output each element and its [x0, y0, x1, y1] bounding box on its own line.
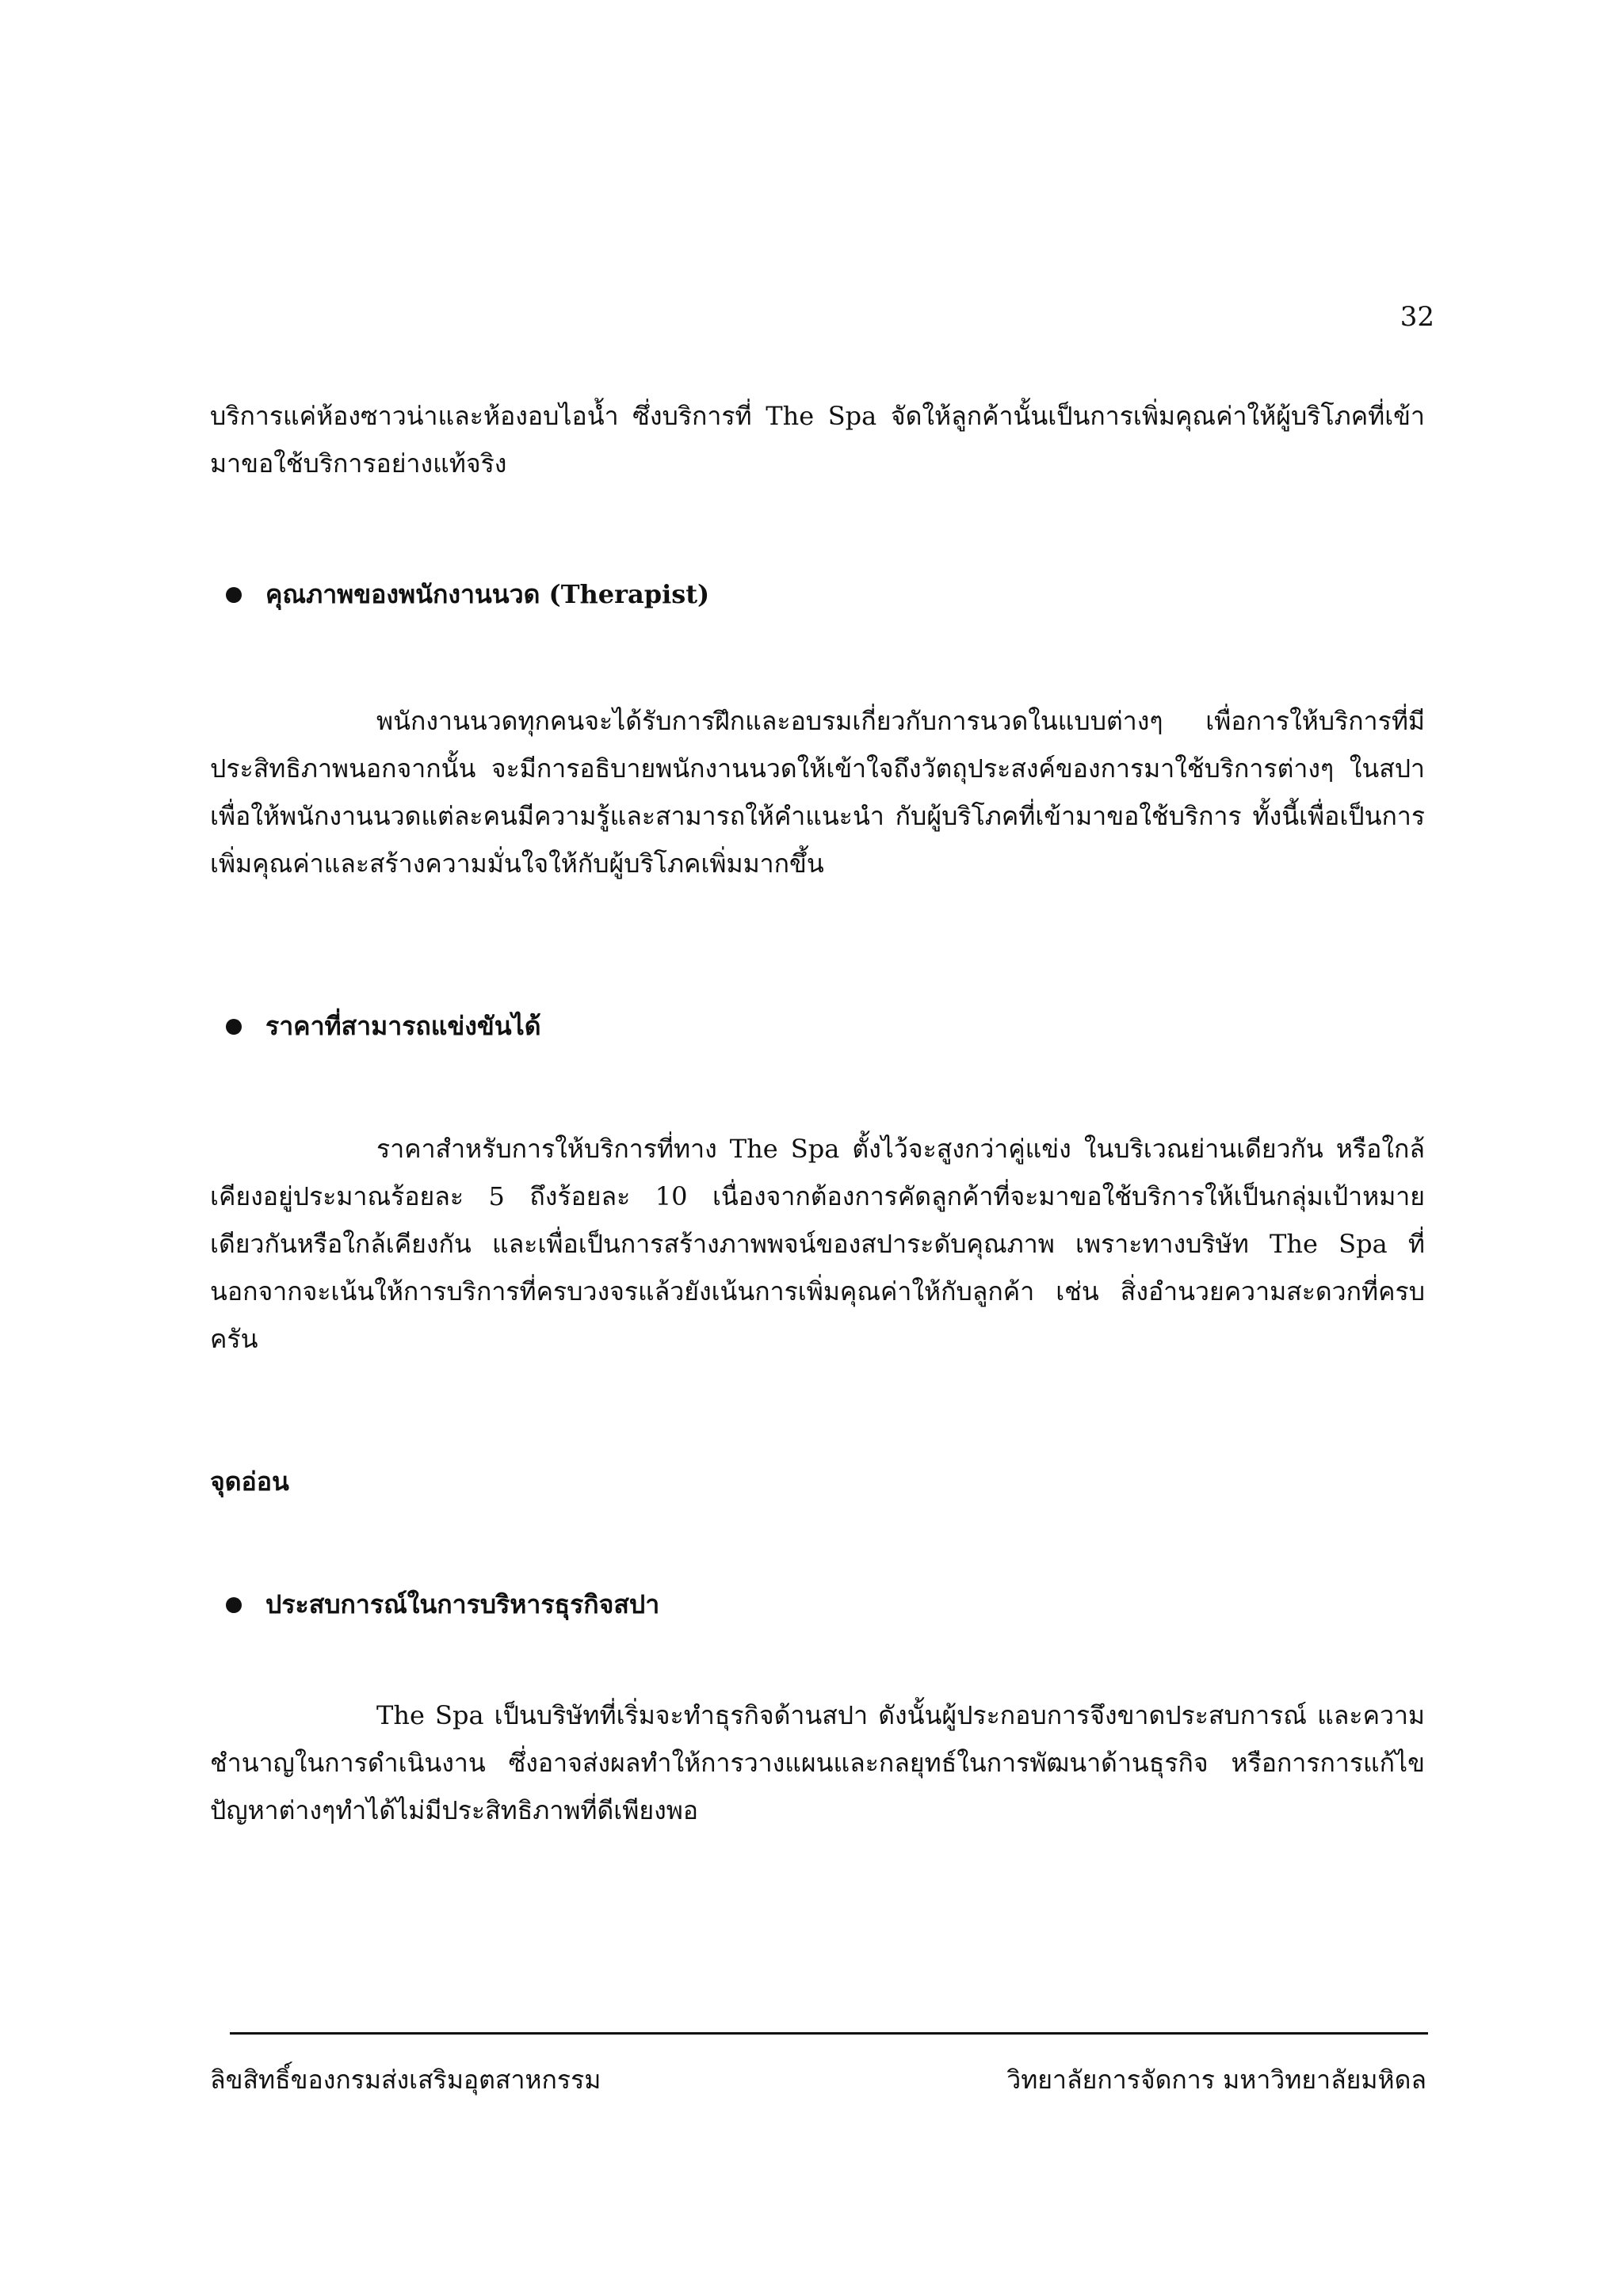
price-paragraph: ราคาสำหรับการให้บริการที่ทาง The Spa ตั้งไว้จะสูงกว่าคู่แข่ง ในบริเวณย่านเดียวกัน หรือใกล้เคียงอยู่ประมาณร้อยละ 5 ถึงร้อยละ 10 เนื่องจากต้องการคัดลูกค้าที่จะมาขอใช้บริการให้เป็นกลุ่มเป้าหมายเดียวกันหรือใกล้เคียงกัน และเพื่อเป็นการสร้างภาพพจน์ของสปาระดับคุณภาพ เพราะทางบริษัท The Spa ที่นอกจากจะเน้นให้การบริการที่ครบวงจรแล้วยังเน้นการเพิ่มคุณค่าให้กับลูกค้า เช่น สิ่งอำนวยความสะดวกที่ครบครัน — [210, 1134, 1425, 1354]
experience-paragraph: The Spa เป็นบริษัทที่เริ่มจะทำธุรกิจด้านสปา ดังนั้นผู้ประกอบการจึงขาดประสบการณ์ และความชำนาญในการดำเนินงาน ซึ่งอาจส่งผลทำให้การวางแผนและกลยุทธ์ในการพัฒนาด้านธุรกิจ หรือการการแก้ไขปัญหาต่างๆทำได้ไม่มีประสิทธิภาพที่ดีเพียงพอ — [210, 1700, 1425, 1825]
price-heading: ราคาที่สามารถแข่งขันได้ — [265, 1011, 541, 1041]
bullet-icon — [226, 1019, 242, 1035]
bullet-icon — [226, 1597, 242, 1613]
weakness-heading: จุดอ่อน — [210, 1466, 289, 1497]
price-bullet — [226, 1006, 1415, 1047]
experience-bullet — [226, 1585, 1415, 1625]
intro-paragraph: บริการแค่ห้องซาวน่าและห้องอบไอน้ำ ซึ่งบริการที่ The Spa จัดให้ลูกค้านั้นเป็นการเพิ่มคุณค่าให้ผู้บริโภคที่เข้ามาขอใช้บริการอย่างแท้จริง — [210, 401, 1425, 479]
therapist-bullet — [226, 574, 1415, 615]
experience-heading: ประสบการณ์ในการบริหารธุรกิจสปา — [265, 1589, 660, 1619]
footer-copyright: ลิขสิทธิ์ของกรมส่งเสริมอุตสาหกรรม — [210, 2065, 601, 2095]
therapist-heading: คุณภาพของพนักงานนวด (Therapist) — [265, 579, 710, 609]
therapist-paragraph: พนักงานนวดทุกคนจะได้รับการฝึกและอบรมเกี่ยวกับการนวดในแบบต่างๆ เพื่อการให้บริการที่มีประสิทธิภาพนอกจากนั้น จะมีการอธิบายพนักงานนวดให้เข้าใจถึงวัตถุประสงค์ของการมาใช้บริการต่างๆ ในสปา เพื่อให้พนักงานนวดแต่ละคนมีความรู้และสามารถให้คำแนะนำ กับผู้บริโภคที่เข้ามาขอใช้บริการ ทั้งนี้เพื่อเป็นการเพิ่มคุณค่าและสร้างความมั่นใจให้กับผู้บริโภคเพิ่มมากขึ้น — [210, 706, 1425, 879]
footer-institution: วิทยาลัยการจัดการ มหาวิทยาลัยมหิดล — [1006, 2065, 1426, 2095]
bullet-icon — [226, 587, 242, 603]
footer-divider — [230, 2032, 1428, 2035]
page-number: 32 — [1400, 301, 1434, 333]
